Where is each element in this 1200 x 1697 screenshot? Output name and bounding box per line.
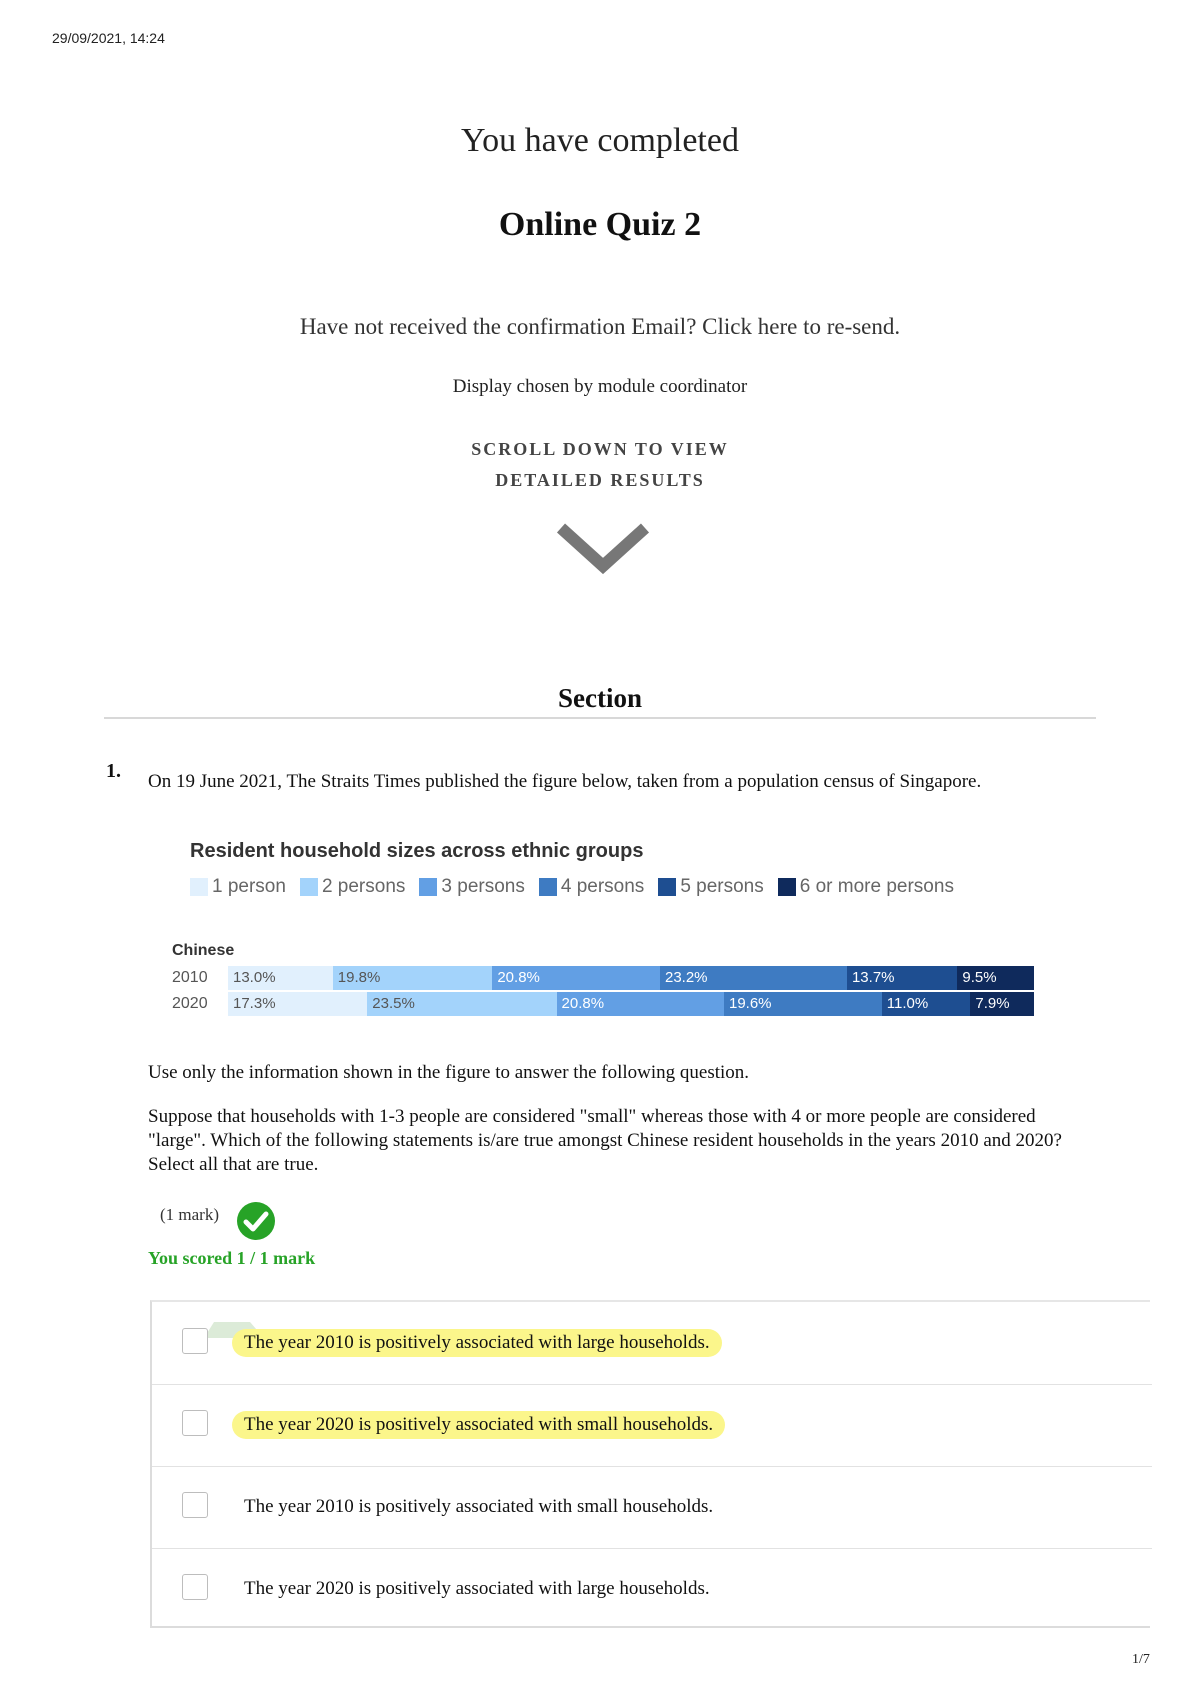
section-divider xyxy=(104,717,1096,719)
question-instruction: Use only the information shown in the figure to answer the following question. xyxy=(148,1062,750,1083)
chart-row xyxy=(172,966,1034,990)
option-text: The year 2020 is positively associated with small households. xyxy=(232,1411,725,1439)
chart-legend xyxy=(190,876,954,898)
legend-item xyxy=(190,876,286,898)
option-text: The year 2010 is positively associated with large households. xyxy=(232,1329,722,1357)
question-number: 1. xyxy=(106,760,121,782)
bar-segment: 23.2% xyxy=(660,966,847,990)
chart-title: Resident household sizes across ethnic groups xyxy=(190,840,644,862)
option-checkbox[interactable] xyxy=(182,1328,208,1354)
legend-swatch xyxy=(419,878,437,896)
answer-option[interactable] xyxy=(152,1548,1152,1630)
score-text: You scored 1 / 1 mark xyxy=(148,1248,316,1268)
bar-segment: 11.0% xyxy=(882,992,971,1016)
resend-email-link[interactable]: Have not received the confirmation Email? Click here to re-send. xyxy=(299,314,901,339)
legend-item xyxy=(419,876,524,898)
stacked-bar xyxy=(228,992,1034,1016)
legend-label: 4 persons xyxy=(560,876,645,897)
stacked-bar xyxy=(228,966,1034,990)
section-title: Section xyxy=(558,683,642,713)
page-number: 1/7 xyxy=(1132,1652,1150,1667)
legend-label: 5 persons xyxy=(680,876,764,897)
chart-group-label: Chinese xyxy=(172,942,235,959)
household-size-chart xyxy=(170,840,1050,1020)
legend-label: 2 persons xyxy=(321,876,406,897)
scroll-hint xyxy=(0,434,1200,496)
correct-check-icon xyxy=(236,1201,276,1241)
answer-option[interactable] xyxy=(152,1302,1152,1384)
answer-option[interactable] xyxy=(152,1384,1152,1466)
bar-segment: 19.6% xyxy=(724,992,882,1016)
legend-item xyxy=(300,876,405,898)
bar-segment: 19.8% xyxy=(333,966,493,990)
option-checkbox[interactable] xyxy=(182,1574,208,1600)
legend-swatch xyxy=(300,878,318,896)
mark-label: (1 mark) xyxy=(160,1205,220,1224)
bar-segment: 23.5% xyxy=(367,992,556,1016)
option-checkbox[interactable] xyxy=(182,1410,208,1436)
completed-heading: You have completed xyxy=(461,122,739,159)
scroll-hint-line2: DETAILED RESULTS xyxy=(495,470,705,490)
question-intro: On 19 June 2021, The Straits Times published the figure below, taken from a population census of Singapore. xyxy=(148,771,982,792)
legend-label: 1 person xyxy=(212,876,286,897)
answer-options xyxy=(150,1300,1150,1628)
legend-label: 3 persons xyxy=(441,876,525,897)
answer-option[interactable] xyxy=(152,1466,1152,1548)
legend-swatch xyxy=(190,878,208,896)
option-checkbox[interactable] xyxy=(182,1492,208,1518)
chart-row-label: 2020 xyxy=(172,995,208,1012)
display-note: Display chosen by module coordinator xyxy=(452,376,748,397)
question-stem: Suppose that households with 1-3 people are considered "small" whereas those with 4 or more people are considered "large". Which of the following statements is/are true amongst Chinese resident households in the years 2010 and 2020? Select all that are true. xyxy=(148,1106,1062,1175)
quiz-title: Online Quiz 2 xyxy=(498,206,702,243)
option-text: The year 2020 is positively associated with large households. xyxy=(244,1578,710,1599)
legend-item xyxy=(539,876,644,898)
legend-swatch xyxy=(778,878,796,896)
legend-item xyxy=(778,876,954,898)
legend-swatch xyxy=(658,878,676,896)
chart-row-label: 2010 xyxy=(172,969,208,986)
bar-segment: 9.5% xyxy=(957,966,1034,990)
scroll-hint-line1: SCROLL DOWN TO VIEW xyxy=(471,439,729,459)
legend-swatch xyxy=(539,878,557,896)
bar-segment: 7.9% xyxy=(970,992,1034,1016)
chevron-down-icon[interactable] xyxy=(553,520,653,580)
bar-segment: 13.0% xyxy=(228,966,333,990)
chart-row xyxy=(172,992,1034,1016)
legend-label: 6 or more persons xyxy=(799,876,954,897)
bar-segment: 20.8% xyxy=(492,966,660,990)
legend-item xyxy=(658,876,763,898)
bar-segment: 13.7% xyxy=(847,966,957,990)
option-text: The year 2010 is positively associated with small households. xyxy=(244,1496,714,1517)
bar-segment: 17.3% xyxy=(228,992,367,1016)
bar-segment: 20.8% xyxy=(557,992,724,1016)
print-timestamp: 29/09/2021, 14:24 xyxy=(52,30,165,46)
